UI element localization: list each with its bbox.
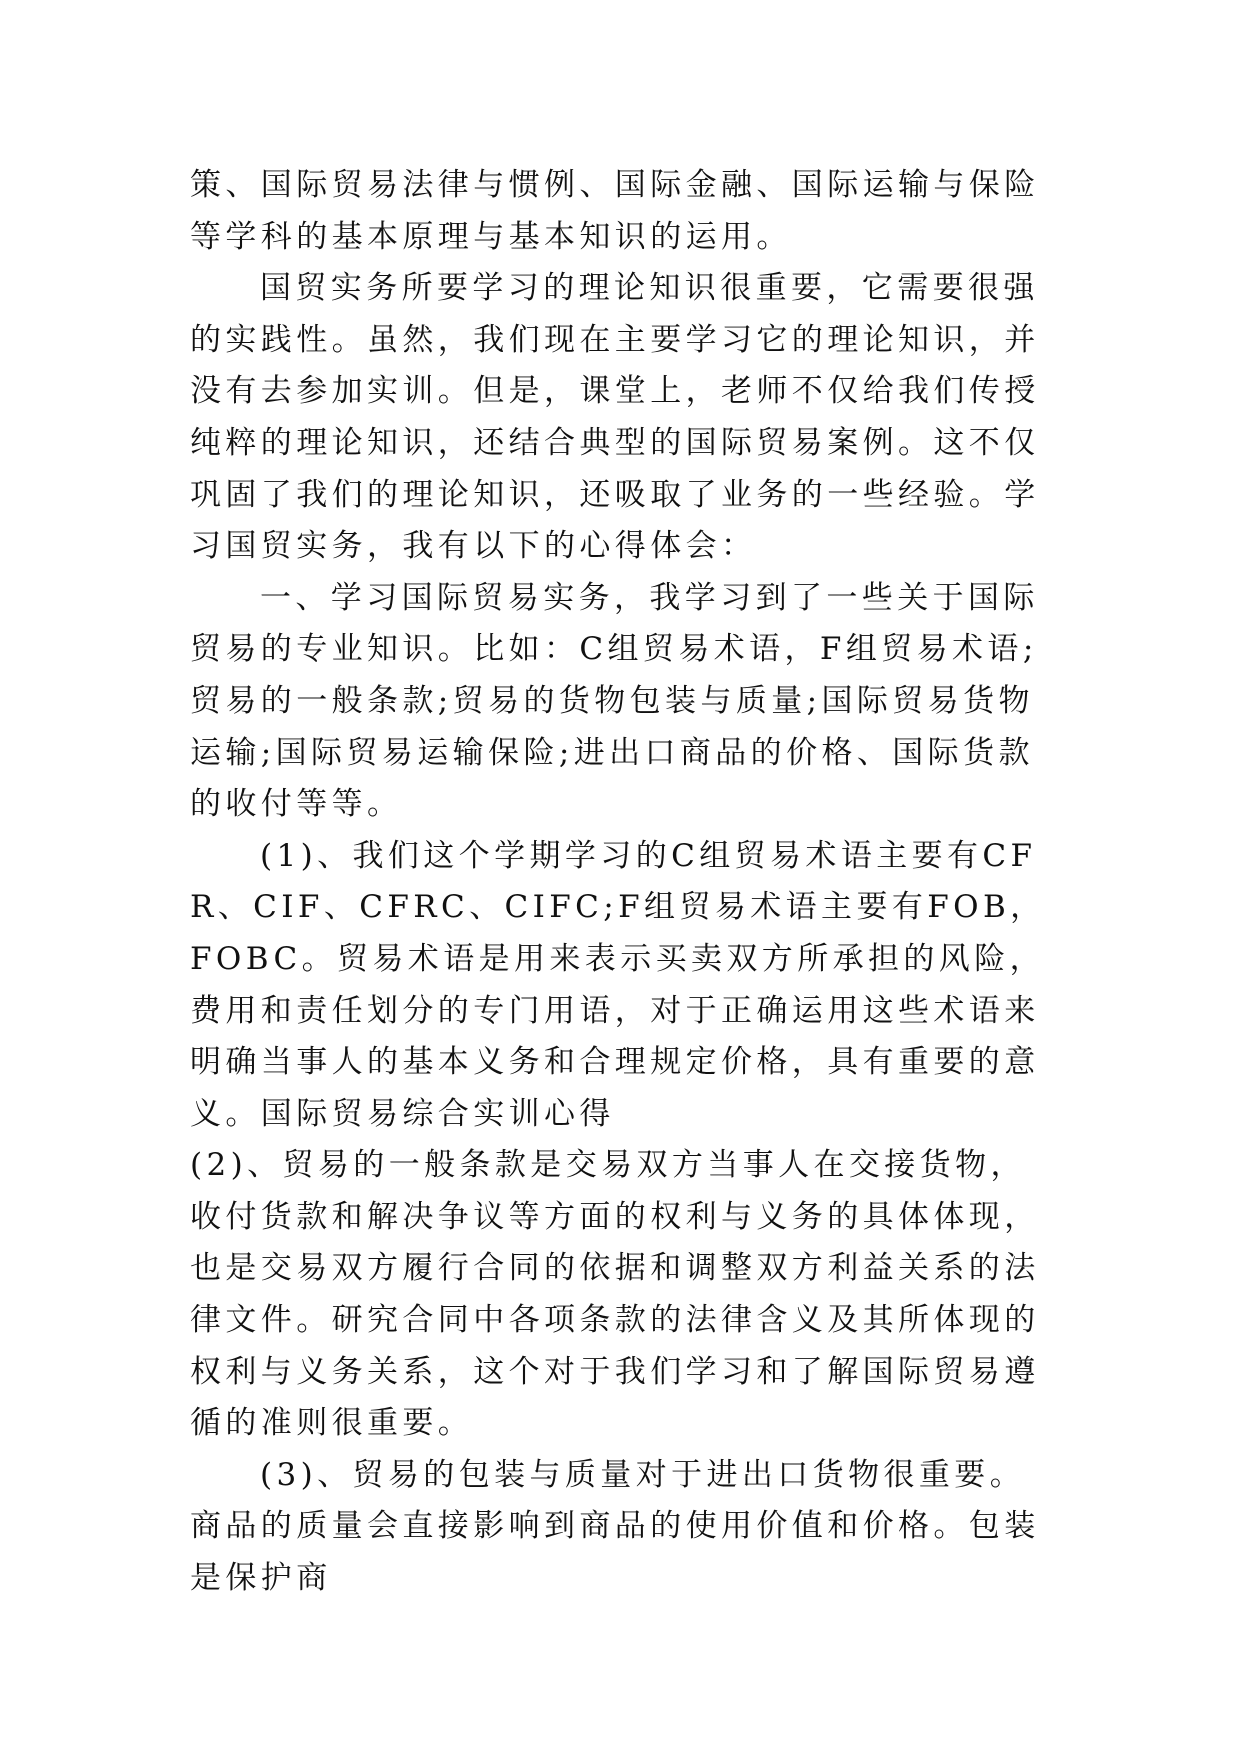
paragraph-1: 策、国际贸易法律与惯例、国际金融、国际运输与保险等学科的基本原理与基本知识的运用。	[190, 167, 1040, 255]
paragraph-6: (3)、贸易的包装与质量对于进出口货物很重要。商品的质量会直接影响到商品的使用价值和价格。包装是保护商	[190, 1456, 1040, 1597]
paragraph-2: 国贸实务所要学习的理论知识很重要，它需要很强的实践性。虽然，我们现在主要学习它的理论知识，并没有去参加实训。但是，课堂上，老师不仅给我们传授纯粹的理论知识，还结合典型的国际贸易案例。这不仅巩固了我们的理论知识，还吸取了业务的一些经验。学习国贸实务，我有以下的心得体会：	[190, 270, 1040, 565]
paragraph-5: (2)、贸易的一般条款是交易双方当事人在交接货物，收付货款和解决争议等方面的权利与义务的具体体现，也是交易双方履行合同的依据和调整双方利益关系的法律文件。研究合同中各项条款的法律含义及其所体现的权利与义务关系，这个对于我们学习和了解国际贸易遵循的准则很重要。	[190, 1147, 1040, 1442]
document-body	[190, 160, 1050, 1605]
paragraph-3: 一、学习国际贸易实务，我学习到了一些关于国际贸易的专业知识。比如：C组贸易术语，F组贸易术语;贸易的一般条款;贸易的货物包装与质量;国际贸易货物运输;国际贸易运输保险;进出口商品的价格、国际货款的收付等等。	[190, 579, 1039, 823]
paragraph-4: (1)、我们这个学期学习的C组贸易术语主要有CFR、CIF、CFRC、CIFC;F组贸易术语主要有FOB，FOBC。贸易术语是用来表示买卖双方所承担的风险，费用和责任划分的专门用语，对于正确运用这些术语来明确当事人的基本义务和合理规定价格，具有重要的意义。国际贸易综合实训心得	[190, 837, 1046, 1132]
